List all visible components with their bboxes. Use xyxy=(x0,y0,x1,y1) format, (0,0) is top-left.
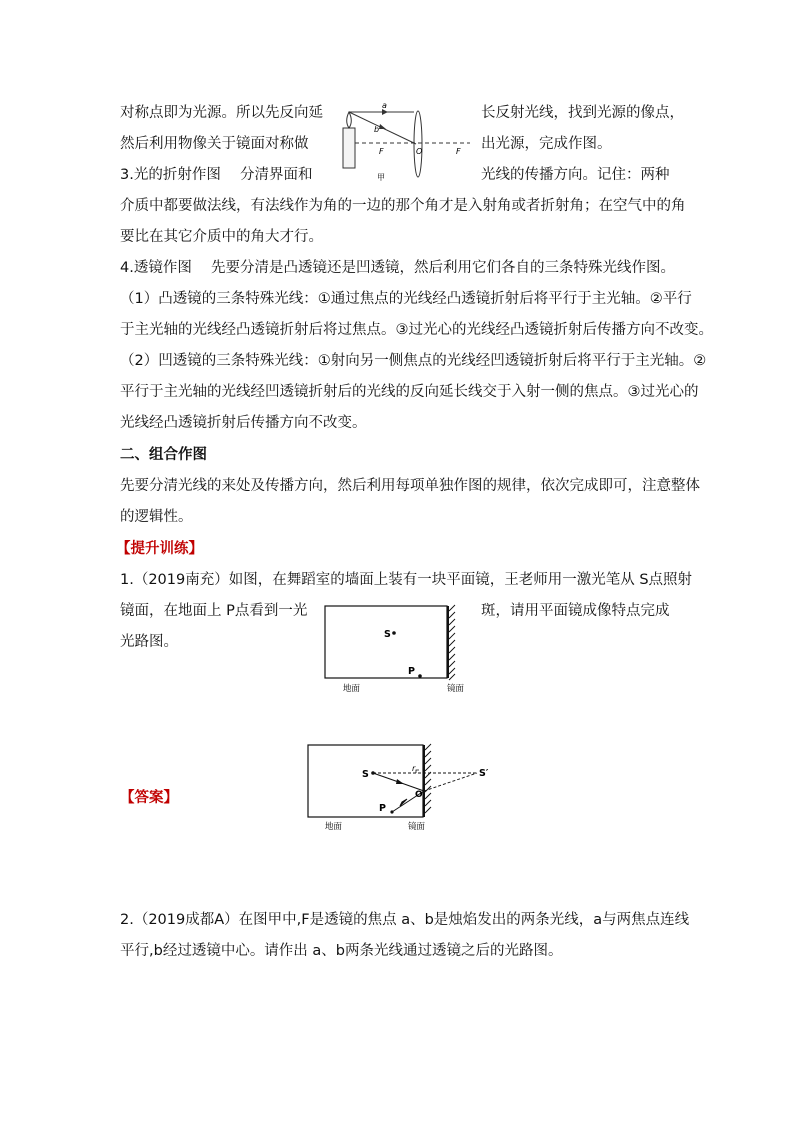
question-1-figure xyxy=(318,600,478,696)
incident-arrow xyxy=(396,779,404,784)
label-r: r xyxy=(412,764,416,773)
point-s xyxy=(371,771,375,775)
point-p xyxy=(390,810,393,813)
text-line-3b: 光线的传播方向。记住：两种 xyxy=(481,167,670,183)
right-angle-mark xyxy=(416,770,419,773)
figure-caption-jia: 甲 xyxy=(377,173,385,182)
section-heading-training: 【提升训练】 xyxy=(116,541,203,557)
section-heading-combined: 二、组合作图 xyxy=(120,447,207,463)
text-line-8: 于主光轴的光线经凸透镜折射后将过焦点。③过光心的光线经凸透镜折射后传播方向不改变。 xyxy=(120,322,713,338)
room-outline xyxy=(308,745,423,817)
label-a: a xyxy=(382,101,387,110)
label-mirror: 镜面 xyxy=(447,684,465,694)
label-floor: 地面 xyxy=(325,822,343,832)
candle xyxy=(343,128,355,168)
label-p: P xyxy=(379,803,386,814)
answer-figure xyxy=(303,740,518,836)
mirror-hatching xyxy=(449,605,455,680)
text-line-1b: 长反射光线，找到光源的像点， xyxy=(481,105,684,121)
answer-label: 【答案】 xyxy=(120,790,178,806)
room-outline xyxy=(325,606,447,678)
lens-figure xyxy=(330,98,480,184)
question-2-line-a: 2.（2019成都A）在图甲中,F是透镜的焦点 a、b是烛焰发出的两条光线，a与两焦点连线 xyxy=(120,912,690,928)
text-line-12: 先要分清光线的来处及传播方向，然后利用每项单独作图的规律，依次完成即可，注意整体 xyxy=(120,478,700,494)
text-line-9: （2）凹透镜的三条特殊光线：①射向另一侧焦点的光线经凹透镜折射后将平行于主光轴。② xyxy=(120,353,707,369)
question-2-line-b: 平行,b经过透镜中心。请作出 a、b两条光线通过透镜之后的光路图。 xyxy=(120,943,563,959)
text-line-10: 平行于主光轴的光线经凹透镜折射后的光线的反向延长线交于入射一侧的焦点。③过光心的 xyxy=(120,384,699,400)
label-s: S xyxy=(384,629,391,640)
extension-line xyxy=(424,773,477,791)
text-line-13: 的逻辑性。 xyxy=(120,509,193,525)
candle-flame xyxy=(347,112,352,128)
label-mirror: 镜面 xyxy=(408,822,426,832)
text-line-2b: 出光源，完成作图。 xyxy=(481,136,612,152)
text-line-3a: 3.光的折射作图 分清界面和 xyxy=(120,167,313,183)
label-s-image: S′ xyxy=(479,768,489,779)
mirror-hatching xyxy=(425,744,431,813)
label-floor: 地面 xyxy=(343,684,361,694)
text-line-5: 要比在其它介质中的角大才行。 xyxy=(120,229,323,245)
question-1-line-a: 1.（2019南充）如图，在舞蹈室的墙面上装有一块平面镜，王老师用一激光笔从 S点照射 xyxy=(120,572,693,588)
text-line-4: 介质中都要做法线，有法线作为角的一边的那个角才是入射角或者折射角；在空气中的角 xyxy=(120,198,686,214)
ray-b-arrow xyxy=(379,124,386,129)
label-o: O xyxy=(416,147,423,156)
text-line-7: （1）凸透镜的三条特殊光线：①通过焦点的光线经凸透镜折射后将平行于主光轴。②平行 xyxy=(120,291,692,307)
point-s xyxy=(392,631,396,635)
text-line-2a: 然后利用物像关于镜面对称做 xyxy=(120,136,309,152)
question-1-line-c: 斑，请用平面镜成像特点完成 xyxy=(481,603,670,619)
text-line-11: 光线经凸透镜折射后传播方向不改变。 xyxy=(120,415,367,431)
label-f-right: F xyxy=(456,147,461,156)
text-line-6: 4.透镜作图 先要分清是凸透镜还是凹透镜，然后利用它们各自的三条特殊光线作图。 xyxy=(120,260,675,276)
point-p xyxy=(418,674,422,678)
text-line-1a: 对称点即为光源。所以先反向延 xyxy=(120,105,323,121)
label-s: S xyxy=(362,769,369,780)
question-1-line-b: 镜面，在地面上 P点看到一光 xyxy=(120,603,308,619)
label-b: b xyxy=(374,125,380,134)
label-o: O xyxy=(415,790,423,800)
question-1-line-d: 光路图。 xyxy=(120,634,178,650)
label-p: P xyxy=(408,666,415,677)
label-f-left: F xyxy=(379,147,384,156)
